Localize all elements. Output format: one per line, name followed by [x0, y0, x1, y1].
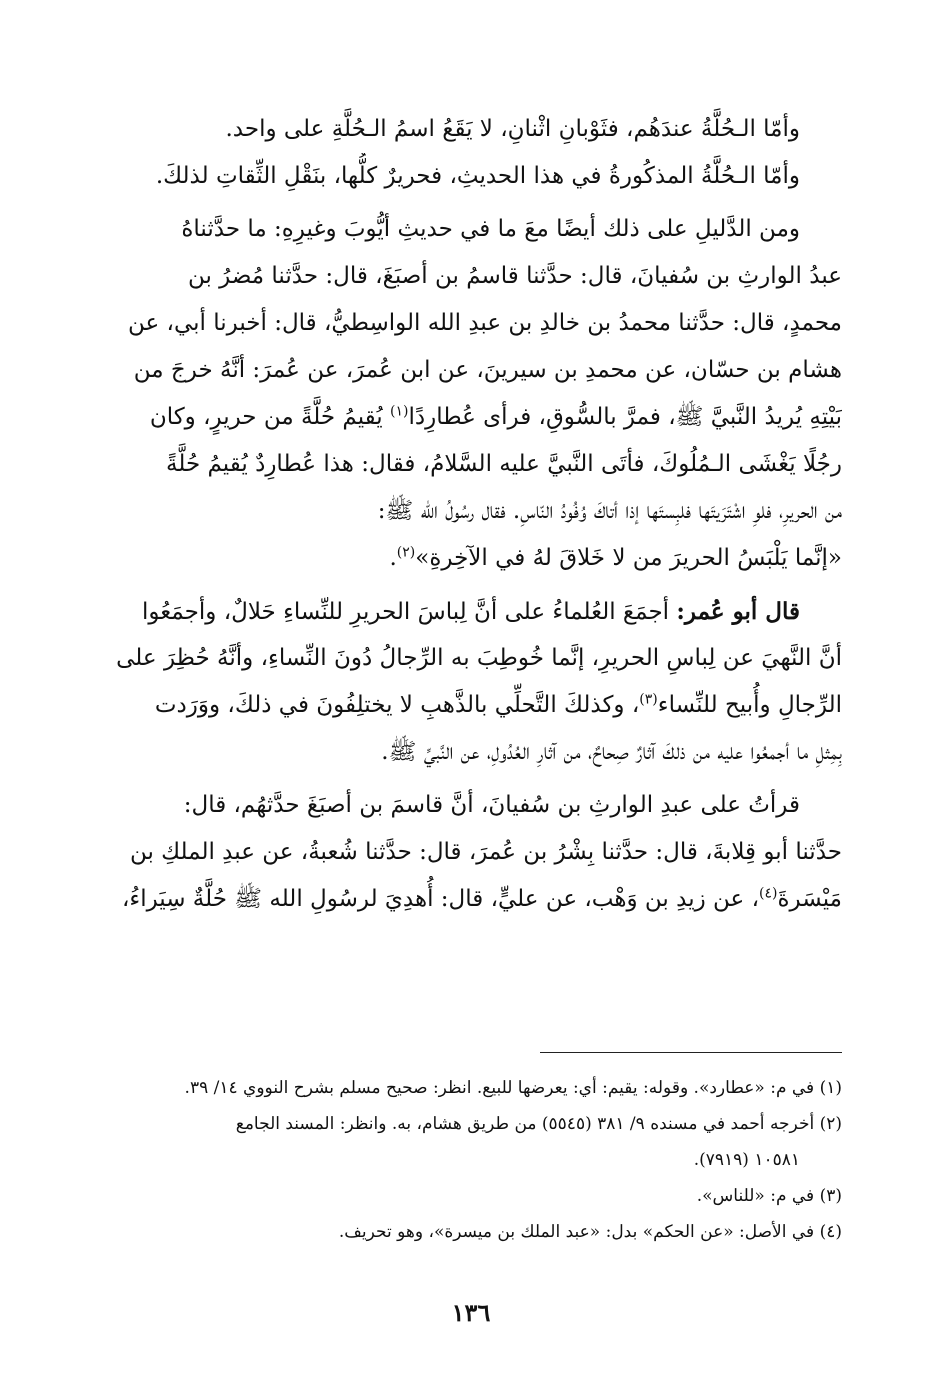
- text-segment: بَيْتِهِ يُريدُ النَّبيَّ ﷺ، فمرَّ بالسُّوقِ، فرأى عُطارِدًا: [408, 404, 842, 430]
- text-line: [100, 588, 842, 635]
- text-line: أنَّ النَّهيَ عن لِباسِ الحريرِ، إنَّما خُوطِبَ به الرِّجالُ دُونَ النِّساءِ، وأنَّهُ حُظِرَ على: [116, 645, 842, 671]
- text-segment: أجمَعَ العُلماءُ على أنَّ لِباسَ الحريرِ للنِّساءِ حَلالٌ، وأجمَعُوا: [142, 599, 670, 625]
- footnote: (٣) في م: «للناس».: [696, 1186, 842, 1206]
- text-segment: «إنَّما يَلْبَسُ الحريرَ من لا خَلاقَ لهُ في الآخِرةِ»: [415, 545, 842, 571]
- text-line: عبدُ الوارثِ بن سُفيانَ، قال: حدَّثنا قاسمُ بن أصبَغَ، قال: حدَّثنا مُضرُ بن: [187, 263, 842, 289]
- text-line: وأمّا الـحُلَّةُ المذكُورةُ في هذا الحديثِ، فحريرٌ كلُّها، بنَقْلِ الثِّقاتِ لذلكَ.: [155, 163, 800, 189]
- footnote-marker: (٤): [759, 885, 778, 902]
- text-segment: يُقيمُ حُلَّةً من حريرٍ، وكان: [149, 404, 391, 430]
- text-segment: ، وكذلكَ التَّحلِّي بالذَّهبِ لا يختلِفُونَ في ذلكَ، ووَرَدت: [154, 692, 640, 718]
- text-line: هشام بن حسّان، عن محمدِ بن سيرينَ، عن ابن عُمرَ، عن عُمرَ: أنَّهُ خرجَ من: [133, 357, 842, 383]
- footnote-marker: (٢): [396, 544, 416, 561]
- footnote: (٢) أخرجه أحمد في مسنده ٩/ ٣٨١ (٥٥٤٥) من طريق هشام، به. وانظر: المسند الجامع: [235, 1114, 842, 1134]
- text-line: [100, 682, 842, 729]
- text-line: [100, 394, 842, 441]
- text-line: رجُلًا يَغْشَى الـمُلُوكَ، فأتَى النَّبيَّ عليه السَّلامُ، فقال: هذا عُطارِدٌ يُقيمُ حُلَّةً: [166, 451, 842, 477]
- footnote: (٤) في الأصل: «عن الحكم» بدل: «عبد الملك بن ميسرة»، وهو تحريف.: [338, 1222, 842, 1242]
- footnote: (١) في م: «عطارد». وقوله: يقيم: أي: يعرضها للبيع. انظر: صحيح مسلم بشرح النووي ١٤/ ٣٩.: [184, 1078, 842, 1098]
- text-line: [100, 535, 842, 582]
- footnote-divider: [540, 1052, 842, 1053]
- text-line: من الحريرِ، فلوِ اشْتَرَيتَها فلبِستَها إذا أتاكَ وُفُودُ النّاسِ. فقال رسُولُ الله ﷺ:: [377, 498, 842, 524]
- main-text: [100, 106, 842, 923]
- text-segment: الرِّجالِ وأُبيح للنِّساء: [657, 692, 842, 718]
- footnote-marker: (١): [390, 403, 409, 420]
- text-line: [100, 876, 842, 923]
- text-line: وأمّا الـحُلَّةُ عندَهُم، فثَوْبانِ اثْنانِ، لا يَقَعُ اسمُ الـحُلَّةِ على واحد.: [225, 116, 800, 142]
- text-segment: مَيْسَرةَ: [777, 886, 842, 912]
- page-number: ١٣٦: [451, 1298, 491, 1327]
- speaker-label: قال أبو عُمر:: [676, 598, 800, 625]
- footnotes: [100, 1070, 842, 1250]
- text-segment: ، عن زيدِ بن وَهْب، عن عليٍّ، قال: أُهدِيَ لرسُولِ الله ﷺ حُلَّةٌ سِيَراءُ،: [121, 886, 759, 912]
- text-segment: .: [389, 545, 397, 571]
- footnote-marker: (٣): [639, 691, 658, 708]
- footnote-continuation: ١٠٥٨١ (٧٩١٩).: [693, 1150, 800, 1170]
- text-line: حدَّثنا أبو قِلابةَ، قال: حدَّثنا بِشْرُ بن عُمرَ، قال: حدَّثنا شُعبةُ، عن عبدِ الملكِ بن: [129, 839, 842, 865]
- text-line: بِمِثلِ ما أجمعُوا عليه من ذلكَ آثارٌ صِحاحٌ، من آثارِ العُدُولِ، عن النَّبيِّ ﷺ.: [381, 739, 842, 765]
- text-line: قرأتُ على عبدِ الوارثِ بن سُفيانَ، أنَّ قاسمَ بن أصبَغَ حدَّثهُم، قال:: [183, 792, 800, 818]
- text-line: ومن الدَّليلِ على ذلك أيضًا معَ ما في حديثِ أيُّوبَ وغيرِهِ: ما حدَّثناهُ: [181, 216, 800, 242]
- text-line: محمدٍ، قال: حدَّثنا محمدُ بن خالدِ بن عبدِ الله الواسِطيُّ، قال: أخبرنا أبي، عن: [128, 310, 842, 336]
